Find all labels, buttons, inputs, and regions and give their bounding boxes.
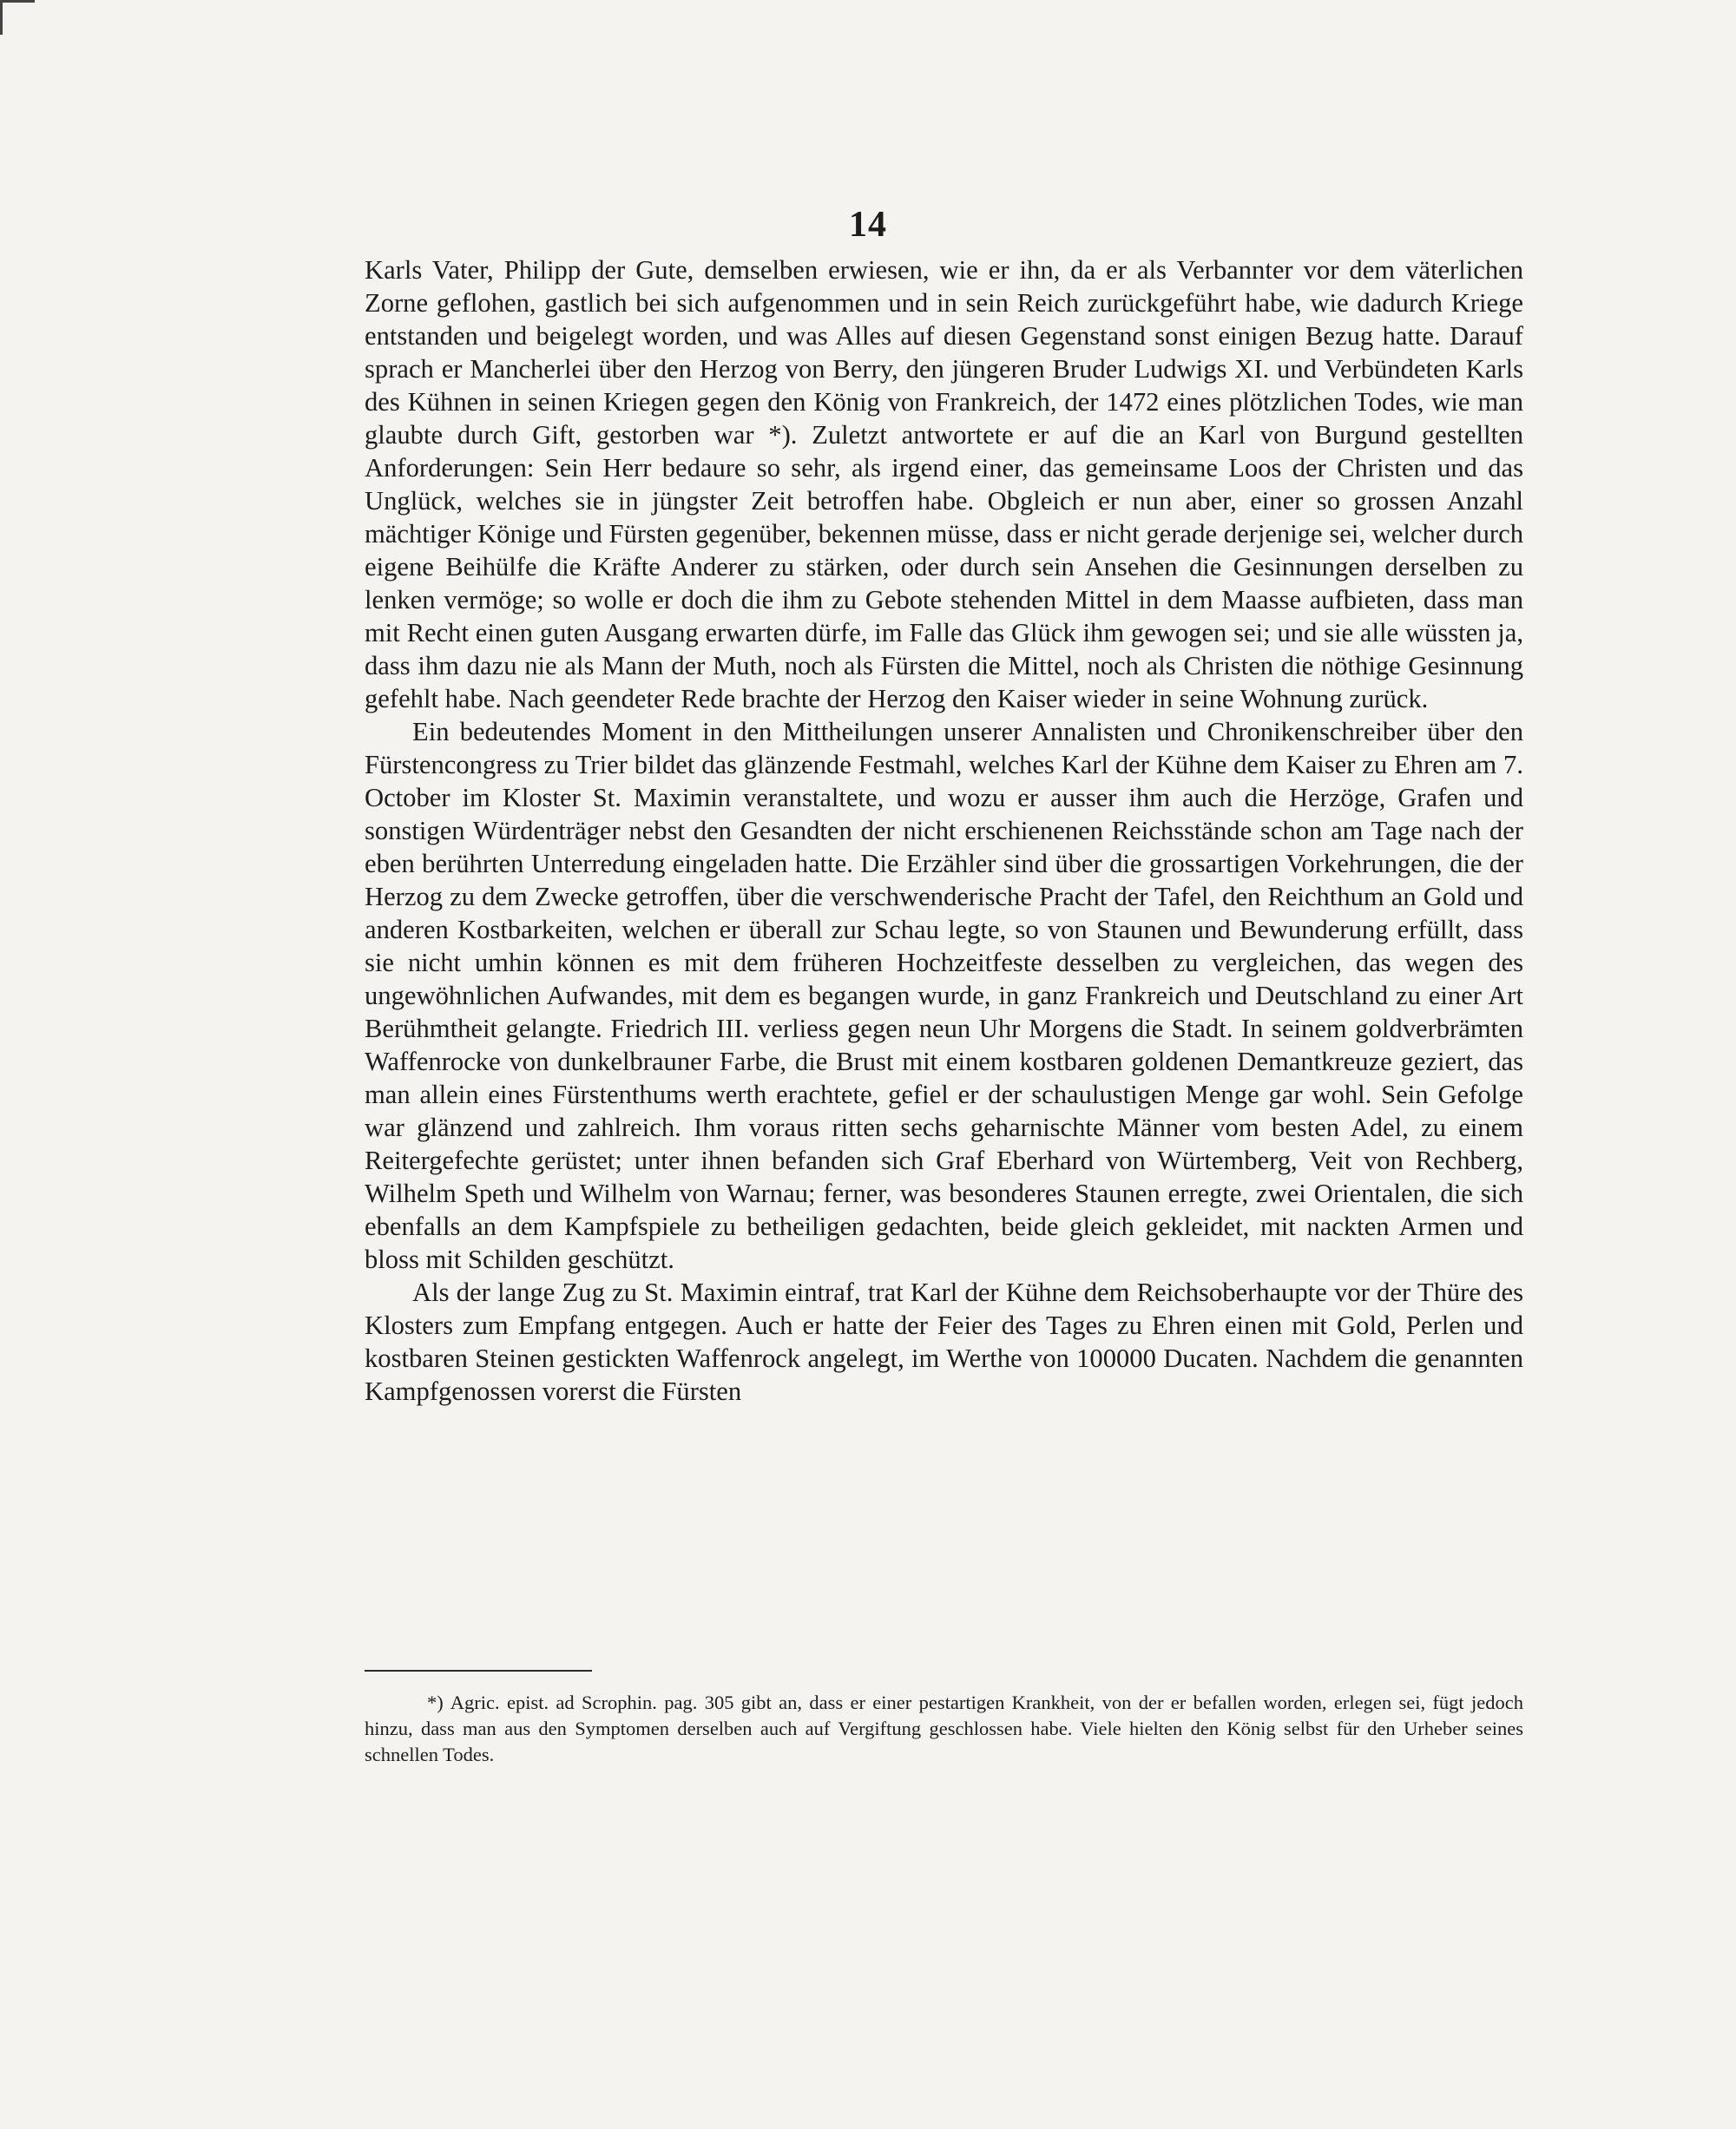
paragraph-2: Ein bedeutendes Moment in den Mittheilungen unserer Annalisten und Chronikenschreiber über den Fürstencongress zu Trier bildet das glänzende Festmahl, welches Karl der Kühne dem Kaiser zu Ehren am 7. October im Kloster St. Maximin veranstaltete, und wozu er ausser ihm auch die Herzöge, Grafen und sonstigen Würdenträger nebst den Gesandten der nicht erschienenen Reichsstände schon am Tage nach der eben berührten Unterredung eingeladen hatte. Die Erzähler sind über die grossartigen Vorkehrungen, die der Herzog zu dem Zwecke getroffen, über die verschwenderische Pracht der Tafel, den Reichthum an Gold und anderen Kostbarkeiten, welchen er überall zur Schau legte, so von Staunen und Bewunderung erfüllt, dass sie nicht umhin können es mit dem früheren Hochzeitfeste desselben zu vergleichen, das wegen des ungewöhnlichen Aufwandes, mit dem es begangen wurde, in ganz Frankreich und Deutschland zu einer Art Berühmtheit gelangte. Friedrich III. verliess gegen neun Uhr Morgens die Stadt. In seinem goldverbrämten Waffenrocke von dunkelbrauner Farbe, die Brust mit einem kostbaren goldenen Demantkreuze geziert, das man allein eines Fürstenthums werth erachtete, gefiel er der schaulustigen Menge gar wohl. Sein Gefolge war glänzend und zahlreich. Ihm voraus ritten sechs geharnischte Männer vom besten Adel, zu einem Reitergefechte gerüstet; unter ihnen befanden sich Graf Eberhard von Würtemberg, Veit von Rechberg, Wilhelm Speth und Wilhelm von Warnau; ferner, was besonderes Staunen erregte, zwei Orientalen, die sich ebenfalls an dem Kampfspiele zu betheiligen gedachten, beide gleich gekleidet, mit nackten Armen und bloss mit Schilden geschützt.	[365, 717, 1523, 1274]
page-corner-mark	[0, 0, 35, 35]
page-number: 14	[849, 205, 887, 245]
footnote-text: Agric. epist. ad Scrophin. pag. 305 gibt an, dass er einer pestartigen Krankheit, von der er befallen worden, erlegen sei, fügt jedoch hinzu, dass man aus den Symptomen derselben auch auf Vergiftung geschlossen habe. Viele hielten den König selbst für den Urheber seines schnellen Todes.	[365, 1692, 1523, 1765]
paragraph-1: Karls Vater, Philipp der Gute, demselben erwiesen, wie er ihn, da er als Verbannter vor dem väterlichen Zorne geflohen, gastlich bei sich aufgenommen und in sein Reich zurückgeführt habe, wie dadurch Kriege entstanden und beigelegt worden, und was Alles auf diesen Gegenstand sonst einigen Bezug hatte. Darauf sprach er Mancherlei über den Herzog von Berry, den jüngeren Bruder Ludwigs XI. und Verbündeten Karls des Kühnen in seinen Kriegen gegen den König von Frankreich, der 1472 eines plötzlichen Todes, wie man glaubte durch Gift, gestorben war *). Zuletzt antwortete er auf die an Karl von Burgund gestellten Anforderungen: Sein Herr bedaure so sehr, als irgend einer, das gemeinsame Loos der Christen und das Unglück, welches sie in jüngster Zeit betroffen habe. Obgleich er nun aber, einer so grossen Anzahl mächtiger Könige und Fürsten gegenüber, bekennen müsse, dass er nicht gerade derjenige sei, welcher durch eigene Beihülfe die Kräfte Anderer zu stärken, oder durch sein Ansehen die Gesinnungen derselben zu lenken vermöge; so wolle er doch die ihm zu Gebote stehenden Mittel in dem Maasse aufbieten, dass man mit Recht einen guten Ausgang erwarten dürfe, im Falle das Glück ihm gewogen sei; und sie alle wüssten ja, dass ihm dazu nie als Mann der Muth, noch als Fürsten die Mittel, noch als Christen die nöthige Gesinnung gefehlt habe. Nach geendeter Rede brachte der Herzog den Kaiser wieder in seine Wohnung zurück.	[365, 255, 1523, 713]
main-text	[365, 253, 1523, 1408]
paragraph-3: Als der lange Zug zu St. Maximin eintraf, trat Karl der Kühne dem Reichsoberhaupte vor der Thüre des Klosters zum Empfang entgegen. Auch er hatte der Feier des Tages zu Ehren einen mit Gold, Perlen und kostbaren Steinen gestickten Waffenrock angelegt, im Werthe von 100000 Ducaten. Nachdem die genannten Kampfgenossen vorerst die Fürsten	[365, 1278, 1523, 1406]
footnote	[365, 1690, 1523, 1768]
footnote-marker: *)	[427, 1692, 444, 1713]
footnote-divider	[365, 1670, 592, 1672]
